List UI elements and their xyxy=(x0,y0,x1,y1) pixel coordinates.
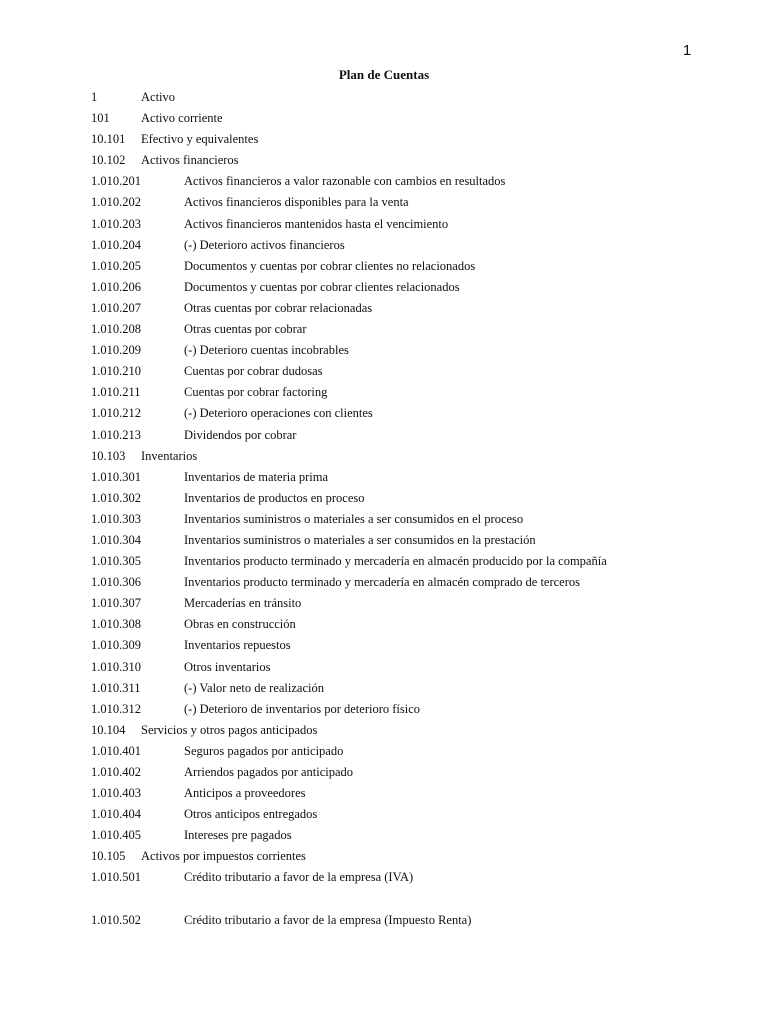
account-name: Cuentas por cobrar factoring xyxy=(184,385,328,400)
account-row xyxy=(0,804,768,825)
account-code: 1.010.405 xyxy=(91,828,141,843)
account-code: 1.010.212 xyxy=(91,406,141,421)
account-row xyxy=(0,572,768,593)
account-name: Activos financieros xyxy=(141,153,239,168)
account-name: Otros inventarios xyxy=(184,659,271,674)
account-name: Inventarios suministros o materiales a ser consumidos en la prestación xyxy=(184,532,536,547)
account-list xyxy=(0,87,768,931)
account-row xyxy=(0,214,768,235)
account-code: 1.010.312 xyxy=(91,701,141,716)
account-row xyxy=(0,403,768,424)
account-name: Inventarios producto terminado y mercadería en almacén producido por la compañía xyxy=(184,554,607,569)
account-name: Efectivo y equivalentes xyxy=(141,132,259,147)
account-row xyxy=(0,635,768,656)
account-code: 1.010.309 xyxy=(91,638,141,653)
account-code: 1.010.201 xyxy=(91,174,141,189)
account-code: 1.010.205 xyxy=(91,258,141,273)
account-row xyxy=(0,509,768,530)
account-row xyxy=(0,867,768,888)
page-title: Plan de Cuentas xyxy=(338,67,430,82)
account-name: Otras cuentas por cobrar relacionadas xyxy=(184,300,373,315)
account-code: 10.103 xyxy=(91,448,126,463)
account-row xyxy=(0,129,768,150)
account-name: (-) Valor neto de realización xyxy=(184,680,324,695)
account-name: Inventarios suministros o materiales a ser consumidos en el proceso xyxy=(184,511,524,526)
account-name: Mercaderías en tránsito xyxy=(184,596,302,611)
account-code: 1.010.305 xyxy=(91,554,141,569)
account-row xyxy=(0,657,768,678)
account-code: 1.010.211 xyxy=(91,385,141,400)
account-row xyxy=(0,614,768,635)
account-name: Servicios y otros pagos anticipados xyxy=(141,722,318,737)
account-name: Activos financieros disponibles para la venta xyxy=(184,195,409,210)
account-row xyxy=(0,593,768,614)
account-code: 1.010.308 xyxy=(91,617,141,632)
account-row xyxy=(0,910,768,931)
account-name: Documentos y cuentas por cobrar clientes no relacionados xyxy=(184,258,476,273)
account-row xyxy=(0,340,768,361)
account-row xyxy=(0,551,768,572)
account-row xyxy=(0,256,768,277)
account-name: Activo xyxy=(141,90,176,104)
account-name: Inventarios de materia prima xyxy=(184,469,329,484)
account-code: 1 xyxy=(91,90,98,104)
account-name: Obras en construcción xyxy=(184,617,296,632)
account-name: Intereses pre pagados xyxy=(184,828,292,843)
account-name: (-) Deterioro operaciones con clientes xyxy=(184,406,373,421)
account-row xyxy=(0,235,768,256)
account-row xyxy=(0,846,768,867)
account-name: Inventarios de productos en proceso xyxy=(184,490,365,505)
account-code: 1.010.501 xyxy=(91,870,141,885)
account-code: 1.010.402 xyxy=(91,765,141,779)
account-name: Seguros pagados por anticipado xyxy=(184,743,344,758)
account-row xyxy=(0,298,768,319)
account-code: 10.101 xyxy=(91,132,126,147)
account-code: 1.010.307 xyxy=(91,596,141,611)
account-code: 10.102 xyxy=(91,153,126,168)
account-name: Crédito tributario a favor de la empresa (IVA) xyxy=(184,870,414,885)
account-name: Activos financieros mantenidos hasta el vencimiento xyxy=(184,216,449,231)
account-name: Documentos y cuentas por cobrar clientes relacionados xyxy=(184,279,460,294)
account-row xyxy=(0,277,768,298)
account-name: Inventarios producto terminado y mercadería en almacén comprado de terceros xyxy=(184,575,581,590)
account-row xyxy=(0,87,768,108)
account-code: 1.010.213 xyxy=(91,427,141,442)
account-row xyxy=(0,783,768,804)
account-name: Activos financieros a valor razonable con cambios en resultados xyxy=(184,174,506,189)
page-number: 1 xyxy=(682,42,692,59)
account-code: 1.010.401 xyxy=(91,743,141,758)
account-code: 1.010.310 xyxy=(91,659,141,674)
account-code: 1.010.403 xyxy=(91,786,141,801)
account-row xyxy=(0,446,768,467)
account-name: Inventarios xyxy=(141,448,198,463)
account-name: (-) Deterioro activos financieros xyxy=(184,237,345,252)
account-code: 1.010.304 xyxy=(91,532,141,547)
account-code: 10.104 xyxy=(91,722,126,737)
account-row xyxy=(0,150,768,171)
account-code: 1.010.303 xyxy=(91,511,141,526)
account-code: 10.105 xyxy=(91,849,126,864)
account-code: 1.010.210 xyxy=(91,364,141,379)
account-code: 1.010.502 xyxy=(91,912,141,927)
account-name: Arriendos pagados por anticipado xyxy=(184,765,354,779)
account-row xyxy=(0,488,768,509)
account-code: 1.010.203 xyxy=(91,216,141,231)
account-row xyxy=(0,699,768,720)
account-row xyxy=(0,678,768,699)
account-code: 1.010.207 xyxy=(91,300,141,315)
account-name: (-) Deterioro de inventarios por deterioro físico xyxy=(184,701,421,716)
account-name: Dividendos por cobrar xyxy=(184,427,297,442)
account-code: 1.010.302 xyxy=(91,490,141,505)
account-row xyxy=(0,171,768,192)
account-name: Anticipos a proveedores xyxy=(184,786,306,801)
account-row xyxy=(0,720,768,741)
account-row xyxy=(0,825,768,846)
account-row xyxy=(0,361,768,382)
account-name: Otras cuentas por cobrar xyxy=(184,322,307,337)
account-code: 1.010.209 xyxy=(91,343,141,358)
account-row xyxy=(0,741,768,762)
account-code: 1.010.206 xyxy=(91,279,141,294)
account-code: 1.010.306 xyxy=(91,575,141,590)
account-row xyxy=(0,530,768,551)
account-code: 1.010.404 xyxy=(91,807,141,822)
account-row xyxy=(0,108,768,129)
account-row xyxy=(0,762,768,783)
account-row xyxy=(0,467,768,488)
account-name: (-) Deterioro cuentas incobrables xyxy=(184,343,349,358)
account-code: 1.010.301 xyxy=(91,469,141,484)
account-name: Inventarios repuestos xyxy=(184,638,291,653)
account-row xyxy=(0,319,768,340)
account-code: 1.010.311 xyxy=(91,680,141,695)
account-code: 1.010.208 xyxy=(91,322,141,337)
account-name: Crédito tributario a favor de la empresa (Impuesto Renta) xyxy=(184,912,472,927)
account-name: Otros anticipos entregados xyxy=(184,807,318,822)
account-name: Activo corriente xyxy=(141,111,223,126)
account-code: 101 xyxy=(91,111,110,126)
account-row xyxy=(0,192,768,213)
account-name: Activos por impuestos corrientes xyxy=(141,849,306,864)
account-row xyxy=(0,425,768,446)
account-code: 1.010.202 xyxy=(91,195,141,210)
account-row xyxy=(0,382,768,403)
account-code: 1.010.204 xyxy=(91,237,141,252)
account-name: Cuentas por cobrar dudosas xyxy=(184,364,323,379)
